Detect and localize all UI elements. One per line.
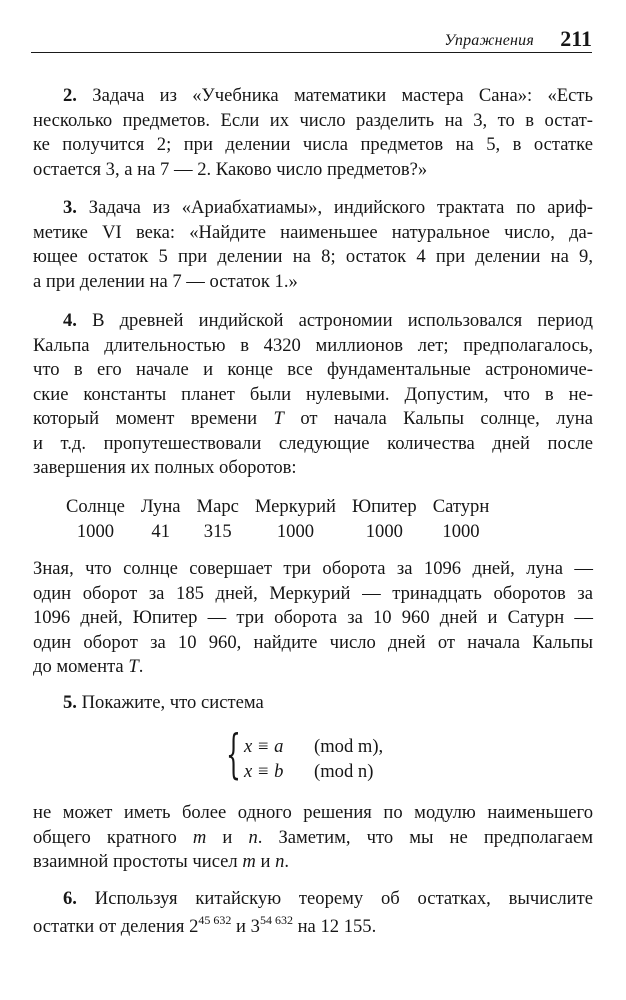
table-cell: 1000 (442, 521, 480, 542)
table-header-cell: Луна (140, 496, 181, 517)
table-header-cell: Солнце (66, 496, 125, 517)
variable-n: n (248, 826, 258, 848)
page-header (31, 20, 592, 53)
table-header-cell: Марс (196, 496, 239, 517)
exercise-4-continued (33, 557, 593, 680)
table-cell: 1000 (365, 521, 403, 542)
exercise-3 (33, 196, 593, 294)
exercise-3-number: 3. (63, 197, 77, 218)
exercise-4-line: один оборот за 185 дней, Меркурий — тринадцать оборотов за (33, 582, 593, 604)
exercise-2 (33, 84, 593, 182)
exercise-2-number: 2. (63, 85, 77, 106)
exercise-4-line: что в его начале и конце все фундаментальные астрономиче- (33, 359, 593, 380)
exercise-2-line: остается 3, а на 7 — 2. Каково число предметов?» (33, 158, 428, 180)
power-2: $2^{45 632}$ (189, 912, 232, 937)
table-row (58, 519, 497, 544)
exercise-2-line: ке получится 2; при делении числа предметов на 5, в остатке (33, 134, 593, 155)
congruence-row: x ≡ b (mod n) (244, 761, 374, 782)
exercise-6-number: 6. (63, 888, 77, 909)
exercise-4-line: завершения их полных оборотов: (33, 457, 297, 478)
exercise-4-line: Зная, что солнце совершает три оборота за 1096 дней, луна — (33, 558, 593, 579)
exercise-6-line: 6. Используя китайскую теорему об остатках, вычислите (63, 888, 594, 909)
exercise-4-number: 4. (63, 310, 77, 331)
page-number: 211 (560, 26, 592, 51)
exercise-5-line: общего кратного m и n. Заметим, что мы не предполагаем (33, 826, 593, 848)
exercise-6 (33, 887, 593, 939)
exercise-4-line: один оборот за 10 960, найдите число дней от начала Кальпы (33, 631, 593, 653)
exercise-3-line: а при делении на 7 — остаток 1.» (33, 270, 298, 292)
variable-n: n (275, 851, 285, 872)
exercise-4 (33, 309, 593, 481)
exercise-4-line: 4. В древней индийской астрономии использовался период (63, 310, 593, 331)
variable-T: T (128, 656, 139, 677)
table-cell: 1000 (276, 521, 315, 542)
planet-days-table (58, 494, 497, 544)
left-brace-icon: { (226, 725, 241, 785)
exercise-5-line: не может иметь более одного решения по модулю наименьшего (33, 802, 593, 823)
congruence-row: x ≡ a (mod m), (244, 736, 384, 757)
exercise-5-continued (33, 801, 593, 875)
table-header-cell: Сатурн (432, 496, 490, 517)
exercise-5 (33, 691, 593, 716)
exercise-4-line: Кальпа длительностью в 4320 миллионов лет; предполагалось, (33, 334, 593, 356)
table-header-cell: Юпитер (352, 496, 417, 517)
exercise-4-line: ские константы планет были нулевыми. Допустим, что в не- (33, 383, 593, 405)
running-title: Упражнения (444, 32, 534, 49)
exercise-3-line: ющее остаток 5 при делении на 8; остаток 4 при делении на 9, (33, 246, 593, 267)
exercise-3-line: метике VI века: «Найдите наименьшее натуральное число, да- (33, 221, 593, 243)
exercise-2-line: 2. Задача из «Учебника математики мастера Сана»: «Есть (63, 85, 593, 106)
table-header-cell: Меркурий (254, 496, 336, 517)
exercise-2-line: несколько предметов. Если их число разделить на 3, то в остат- (33, 109, 593, 131)
exercise-6-line: остатки от деления $2^{45 632}$ и $3^{54 632}$ на 12 155. (33, 912, 377, 937)
exercise-3-line: 3. Задача из «Ариабхатиамы», индийского трактата по ариф- (63, 197, 593, 218)
variable-T: T (273, 408, 284, 429)
power-3: $3^{54 632}$ (250, 912, 293, 937)
exercise-4-line: до момента T. (33, 656, 144, 677)
exercise-5-line: 5. Покажите, что система (63, 692, 264, 713)
table-cell: 315 (203, 521, 232, 542)
exercise-4-line: и т.д. пропутешествовали следующие количества дней после (33, 432, 593, 454)
exercise-5-number: 5. (63, 692, 77, 713)
table-header-row (58, 494, 497, 519)
variable-m: m (242, 851, 256, 872)
table-cell: 1000 (76, 521, 115, 542)
table-cell: 41 (151, 521, 171, 542)
exercise-4-line: 1096 дней, Юпитер — три оборота за 10 960 дней и Сатурн — (33, 607, 593, 628)
exercise-5-line: взаимной простоты чисел m и n. (33, 851, 290, 872)
exercise-4-line: который момент времени T от начала Кальпы солнце, луна (33, 408, 594, 429)
variable-m: m (192, 826, 207, 848)
